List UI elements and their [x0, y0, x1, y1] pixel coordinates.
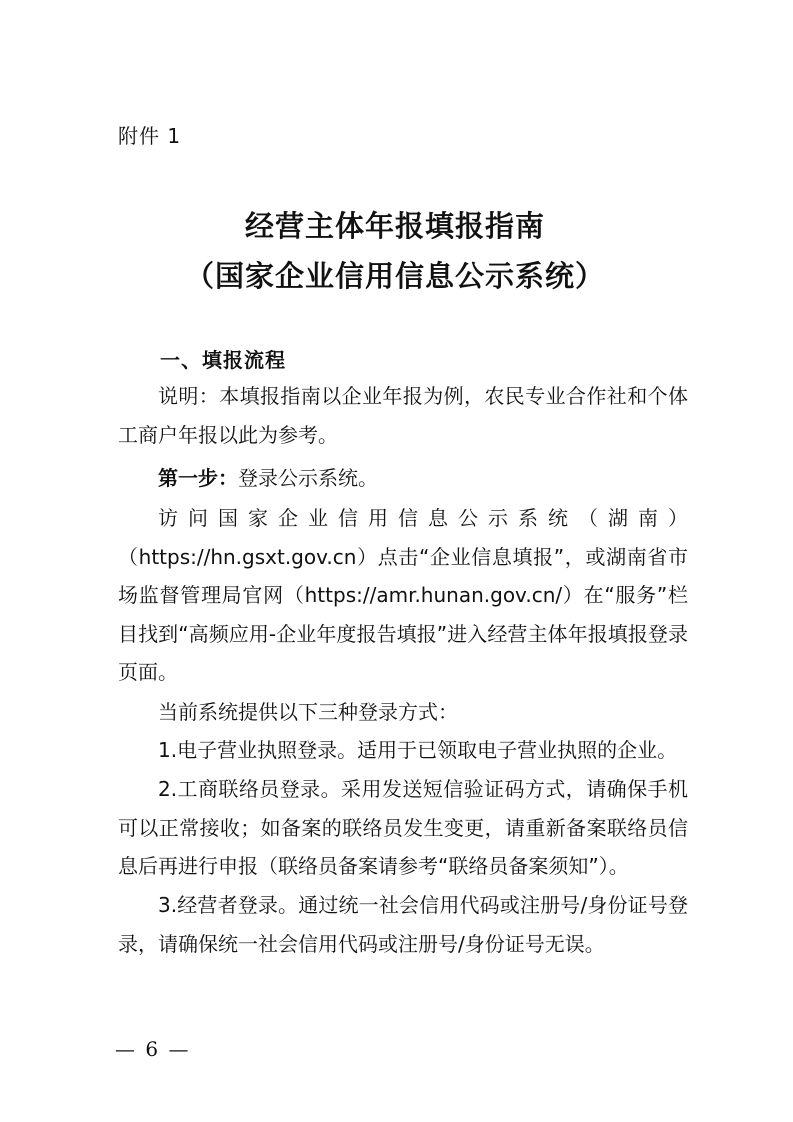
step1-label: 第一步： — [158, 466, 238, 490]
document-title: 经营主体年报填报指南 — [244, 209, 545, 243]
access-paragraph: 访问国家企业信用信息公示系统（湖南）（https://hn.gsxt.gov.cn）点击“企业信息填报”，或湖南省市场监督管理局官网（https://amr.hunan.gov.cn/）在“服务”栏目找到“高频应用-企业年度报告填报”进入经营主体年报填报登录页面。 — [118, 506, 688, 684]
step1-text: 登录公示系统。 — [238, 466, 378, 490]
attachment-label: 附件 1 — [118, 124, 182, 148]
step1-line — [158, 462, 378, 491]
login-methods-intro: 当前系统提供以下三种登录方式： — [158, 700, 458, 724]
section-heading: 一、填报流程 — [160, 348, 286, 372]
login-method-3: 3.经营者登录。通过统一社会信用代码或注册号/身份证号登录，请确保统一社会信用代码或注册号/身份证号无误。 — [118, 893, 688, 956]
note-paragraph: 说明：本填报指南以企业年报为例，农民专业合作社和个体工商户年报以此为参考。 — [118, 384, 688, 447]
page-number: — 6 — — [115, 1037, 191, 1061]
login-method-2: 2.工商联络员登录。采用发送短信验证码方式，请确保手机可以正常接收；如备案的联络员发生变更，请重新备案联络员信息后再进行申报（联络员备案请参考“联络员备案须知”）。 — [118, 777, 688, 878]
login-method-1: 1.电子营业执照登录。适用于已领取电子营业执照的企业。 — [158, 738, 678, 762]
document-subtitle: （国家企业信用信息公示系统） — [184, 259, 605, 293]
